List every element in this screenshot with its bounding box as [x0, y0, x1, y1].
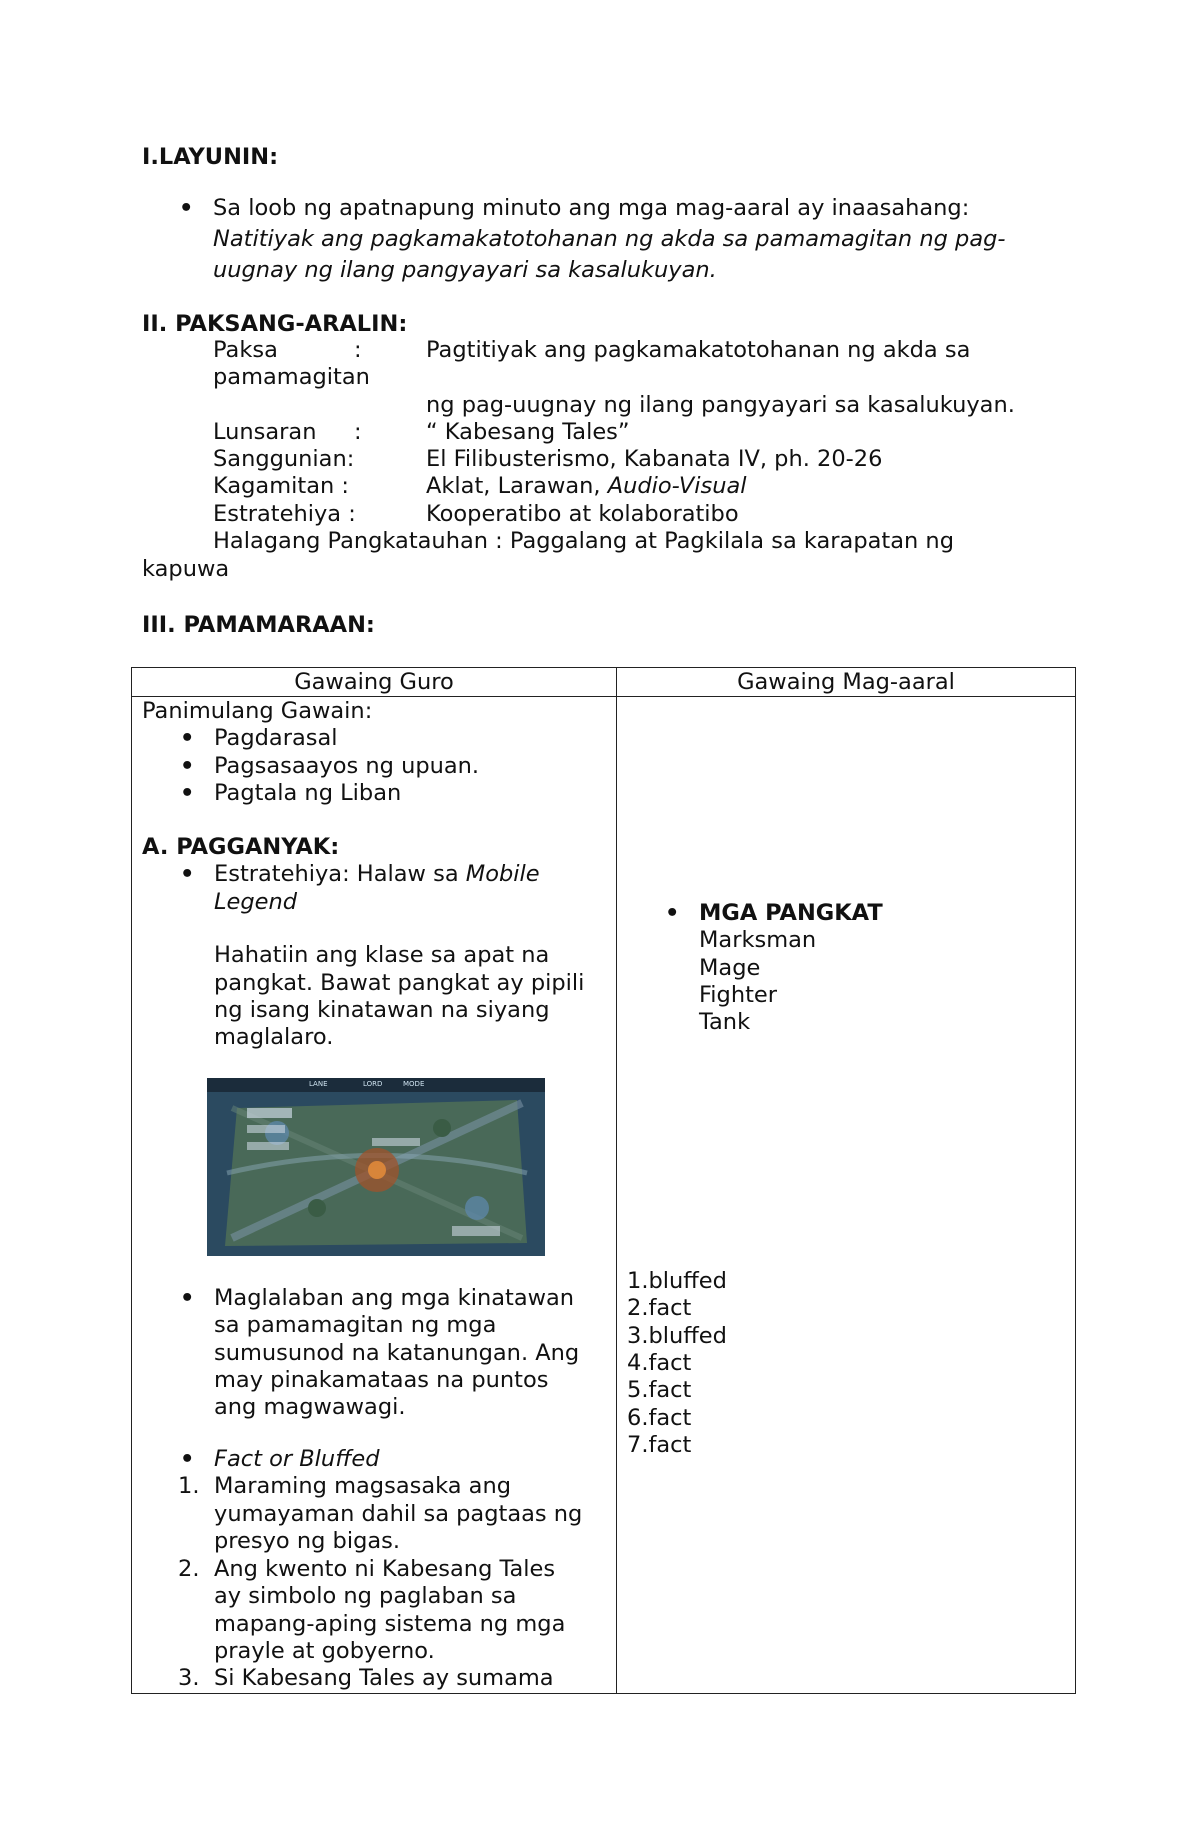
- group-item: Tank: [699, 1009, 751, 1035]
- motivation-heading: A. PAGGANYAK:: [142, 834, 340, 860]
- kagamitan-value: Aklat, Larawan, Audio-Visual: [426, 473, 747, 499]
- sanggunian-label: Sanggunian:: [213, 446, 355, 472]
- estratehiya-label: Estratehiya :: [213, 501, 356, 527]
- question-line: mapang-aping sistema ng mga: [214, 1611, 566, 1637]
- paksa-value-wrap: pamamagitan: [213, 364, 370, 390]
- teacher-cell: [132, 697, 617, 1694]
- battle-line: sumusunod na katanungan. Ang: [214, 1340, 580, 1366]
- intro-item: • Pagtala ng Liban: [214, 780, 401, 808]
- strategy-line-wrap: Legend: [214, 889, 298, 915]
- question-number: 2.: [178, 1556, 200, 1582]
- description-line: ng isang kinatawan na siyang: [214, 997, 550, 1023]
- groups-heading: • MGA PANGKAT: [699, 900, 883, 928]
- lunsaran-colon: :: [354, 419, 362, 445]
- halagang-pangkatauhan-wrap: kapuwa: [142, 556, 230, 582]
- sanggunian-value: El Filibusterismo, Kabanata IV, ph. 20-26: [426, 446, 883, 472]
- lunsaran-value: “ Kabesang Tales”: [426, 419, 630, 445]
- battle-line: ang magwawagi.: [214, 1394, 406, 1420]
- answer-item: 1.bluffed: [627, 1268, 727, 1294]
- intro-activity-label: Panimulang Gawain:: [142, 698, 373, 724]
- question-line: Si Kabesang Tales ay sumama: [214, 1665, 554, 1691]
- battle-line: may pinakamataas na puntos: [214, 1367, 549, 1393]
- description-line: Hahatiin ang klase sa apat na: [214, 942, 550, 968]
- objectives-bullet: • Sa loob ng apatnapung minuto ang mga mag-aaral ay inaasahang:: [213, 195, 969, 223]
- subject-matter-heading: II. PAKSANG-ARALIN:: [142, 311, 408, 337]
- question-line: Ang kwento ni Kabesang Tales: [214, 1556, 556, 1582]
- objective-line-2: uugnay ng ilang pangyayari sa kasalukuyan.: [213, 257, 717, 283]
- group-item: Mage: [699, 955, 761, 981]
- fact-or-bluffed-heading: • Fact or Bluffed: [214, 1446, 380, 1474]
- intro-item: • Pagsasaayos ng upuan.: [214, 753, 479, 781]
- kagamitan-label: Kagamitan :: [213, 473, 349, 499]
- procedure-table: [131, 667, 1076, 1694]
- question-line: yumayaman dahil sa pagtaas ng: [214, 1501, 583, 1527]
- map-tab: MODE: [403, 1080, 425, 1088]
- paksa-colon: :: [354, 337, 362, 363]
- question-line: Maraming magsasaka ang: [214, 1473, 512, 1499]
- question-line: prayle at gobyerno.: [214, 1638, 435, 1664]
- answer-item: 5.fact: [627, 1377, 692, 1403]
- estratehiya-value: Kooperatibo at kolaboratibo: [426, 501, 739, 527]
- student-cell: [617, 697, 1076, 1694]
- game-map-illustration: [207, 1078, 545, 1256]
- halagang-pangkatauhan: Halagang Pangkatauhan : Paggalang at Pagkilala sa karapatan ng: [213, 528, 954, 554]
- description-line: pangkat. Bawat pangkat ay pipili: [214, 970, 585, 996]
- group-item: Marksman: [699, 927, 817, 953]
- answer-item: 7.fact: [627, 1432, 692, 1458]
- answer-item: 4.fact: [627, 1350, 692, 1376]
- strategy-line: • Estratehiya: Halaw sa Mobile: [214, 861, 540, 889]
- group-item: Fighter: [699, 982, 778, 1008]
- battle-line: • Maglalaban ang mga kinatawan: [214, 1285, 574, 1313]
- question-line: ay simbolo ng paglaban sa: [214, 1583, 517, 1609]
- procedure-heading: III. PAMAMARAAN:: [142, 612, 375, 638]
- map-tab: LORD: [363, 1080, 383, 1088]
- objectives-heading: I.LAYUNIN:: [142, 144, 279, 170]
- objective-line-1: Natitiyak ang pagkamakatotohanan ng akda sa pamamagitan ng pag-: [213, 226, 1006, 252]
- battle-line: sa pamamagitan ng mga: [214, 1312, 497, 1338]
- paksa-value-continued: ng pag-uugnay ng ilang pangyayari sa kasalukuyan.: [426, 392, 1015, 418]
- answer-item: 6.fact: [627, 1405, 692, 1431]
- description-line: maglalaro.: [214, 1024, 334, 1050]
- column-header-teacher: Gawaing Guro: [132, 668, 617, 697]
- question-number: 3.: [178, 1665, 200, 1691]
- column-header-student: Gawaing Mag-aaral: [617, 668, 1076, 697]
- paksa-label: Paksa: [213, 337, 278, 363]
- paksa-value: Pagtitiyak ang pagkamakatotohanan ng akda sa: [426, 337, 971, 363]
- answer-item: 3.bluffed: [627, 1323, 727, 1349]
- intro-item: • Pagdarasal: [214, 725, 338, 753]
- question-number: 1.: [178, 1473, 200, 1499]
- map-tab: LANE: [309, 1080, 328, 1088]
- game-map-image: [207, 1078, 545, 1256]
- answer-item: 2.fact: [627, 1295, 692, 1321]
- question-line: presyo ng bigas.: [214, 1528, 401, 1554]
- lunsaran-label: Lunsaran: [213, 419, 317, 445]
